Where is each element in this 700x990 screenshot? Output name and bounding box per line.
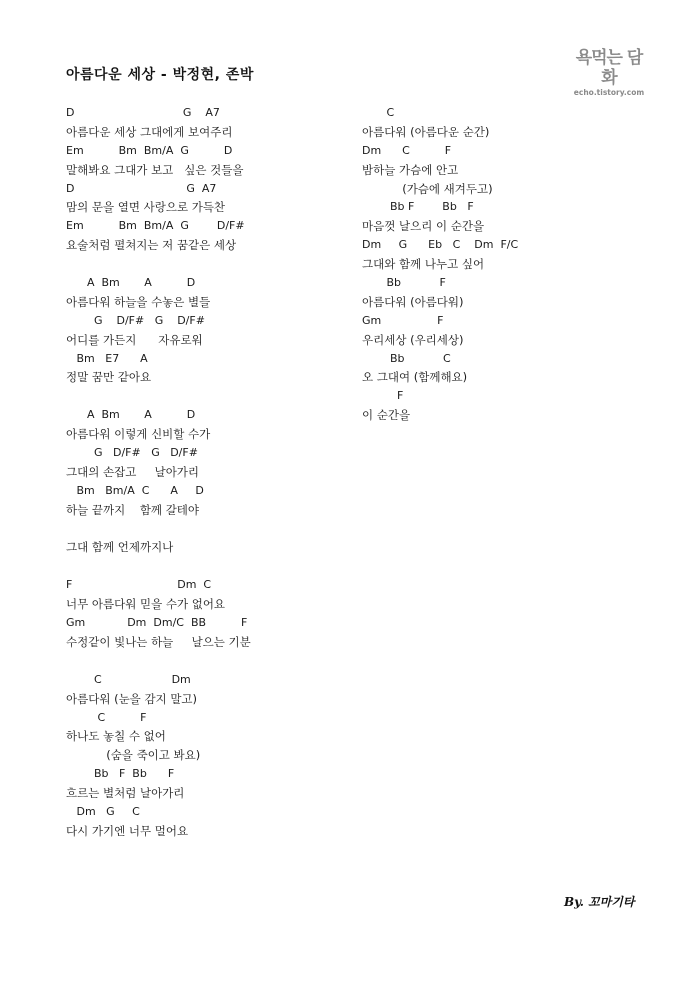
lyric-line: 밤하늘 가슴에 안고 <box>362 162 459 177</box>
chord-line: Bm Bm/A C A D <box>66 483 204 497</box>
lyric-line: 요술처럼 펼쳐지는 저 꿈같은 세상 <box>66 238 237 253</box>
lyric-line: 어디를 가든지 자유로워 <box>66 332 203 347</box>
chord-line: C F <box>66 710 147 724</box>
lyric-line: 오 그대여 (함께해요) <box>362 370 468 385</box>
lyric-line: 그대와 함께 나누고 싶어 <box>362 257 485 272</box>
chord-line: Gm Dm Dm/C BB F <box>66 616 248 630</box>
chord-line: Bb F <box>362 276 446 290</box>
blank-line <box>66 520 356 539</box>
chord-line: G D/F# G D/F# <box>66 446 198 460</box>
chord-line: C Dm <box>66 672 191 686</box>
lyric-line: 맘의 문을 열면 사랑으로 가득찬 <box>66 200 226 215</box>
lyrics-column-left <box>66 104 356 841</box>
chord-line: Dm C F <box>362 143 452 157</box>
watermark-url: echo.tistory.com <box>573 88 645 97</box>
lyric-line: 아름다워 이렇게 신비할 수가 <box>66 427 211 442</box>
lyric-line: 말해봐요 그대가 보고 싶은 것들을 <box>66 162 244 177</box>
blank-line <box>66 255 356 274</box>
lyric-line: 정말 꿈만 같아요 <box>66 370 152 385</box>
chord-line: Bm E7 A <box>66 351 148 365</box>
lyric-line: 아름다워 (아름다운 순간) <box>362 124 490 139</box>
blank-line <box>66 387 356 406</box>
chord-line: D G A7 <box>66 181 217 195</box>
lyric-line: 아름다워 (눈을 감지 말고) <box>66 691 198 706</box>
chord-line: Em Bm Bm/A G D <box>66 143 233 157</box>
watermark-logo <box>568 48 650 98</box>
chord-line: F Dm C <box>66 578 212 592</box>
lyric-line: 우리세상 (우리세상) <box>362 332 464 347</box>
lyric-line: 아름다운 세상 그대에게 보여주리 <box>66 124 233 139</box>
lyrics-column-right <box>362 104 662 425</box>
lyric-line: 마음껏 날으리 이 순간을 <box>362 219 485 234</box>
chord-line: G D/F# G D/F# <box>66 313 205 327</box>
lyric-line: (가슴에 새겨두고) <box>362 181 493 196</box>
watermark-main-text: 욕먹는 담화 <box>575 48 643 88</box>
lyric-line: 흐르는 별처럼 날아가리 <box>66 786 185 801</box>
blank-line <box>66 557 356 576</box>
chord-line: A Bm A D <box>66 276 196 290</box>
lyric-line: 그대 함께 언제까지나 <box>66 540 174 555</box>
chord-line: Bb F Bb F <box>362 200 474 214</box>
chord-line: A Bm A D <box>66 408 196 422</box>
chord-line: Dm G C <box>66 804 140 818</box>
lyric-line: 아름다워 (아름다워) <box>362 294 464 309</box>
blank-line <box>66 652 356 671</box>
lyric-line: 수정같이 빛나는 하늘 날으는 기분 <box>66 634 251 649</box>
lyric-line: 하늘 끝까지 함께 갈테야 <box>66 502 200 517</box>
lyric-line: 그대의 손잡고 날아가리 <box>66 464 200 479</box>
chord-line: Gm F <box>362 313 444 327</box>
chord-line: F <box>362 389 404 403</box>
lyric-line: 이 순간을 <box>362 408 411 423</box>
chord-line: Dm G Eb C Dm F/C <box>362 238 519 252</box>
lyric-line: (숨을 죽이고 봐요) <box>66 748 201 763</box>
chord-line: C <box>362 106 395 119</box>
chord-line: Bb C <box>362 351 451 365</box>
lyric-line: 다시 가기엔 너무 멀어요 <box>66 823 189 838</box>
song-title: 아름다운 세상 - 박정현, 존박 <box>66 67 254 83</box>
lyric-line: 하나도 놓칠 수 없어 <box>66 729 166 744</box>
author-signature: By. 꼬마기타 <box>564 895 635 909</box>
lyric-line: 아름다워 하늘을 수놓은 별들 <box>66 294 211 309</box>
lyric-line: 너무 아름다워 믿을 수가 없어요 <box>66 597 226 612</box>
chord-line: Bb F Bb F <box>66 767 175 781</box>
chord-line: Em Bm Bm/A G D/F# <box>66 219 245 233</box>
chord-line: D G A7 <box>66 106 220 119</box>
